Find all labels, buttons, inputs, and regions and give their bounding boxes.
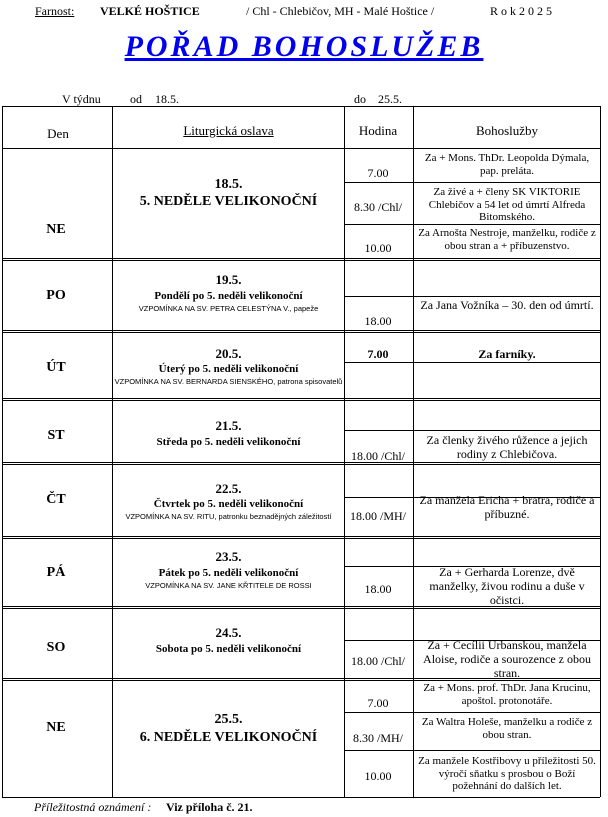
service-intention: Za + Mons. prof. ThDr. Jana Krucinu, apoštol. protonotáře. [423, 682, 591, 707]
column-header-services: Bohoslužby [475, 123, 539, 138]
feast-date: 20.5. [215, 346, 242, 361]
week-from-date: 18.5. [155, 92, 179, 106]
service-intention: Za Jana Vožníka – 30. den od úmrtí. [420, 298, 594, 312]
service-intention: Za manžele Kostřibovy u příležitosti 50. výročí sňatku s prosbou o Boží požehnání do dalších let. [418, 755, 596, 793]
feast-name: 6. NEDĚLE VELIKONOČNÍ [139, 730, 318, 745]
table-rule [2, 106, 3, 797]
feast-commemoration: VZPOMÍNKA NA SV. JANE KŘTITELE DE ROSSI [145, 581, 312, 590]
table-rule [2, 797, 600, 798]
farnost-name: VELKÉ HOŠTICE [100, 4, 200, 18]
service-intention: Za živé a + členy SK VIKTORIE Chlebičov a 54 let od úmrtí Alfreda Bitomského. [428, 186, 586, 224]
page-title: POŘAD BOHOSLUŽEB [124, 30, 484, 63]
column-header-time: Hodina [358, 123, 398, 138]
table-rule [2, 332, 600, 333]
year: R o k 2 0 2 5 [490, 4, 553, 18]
table-rule [344, 750, 600, 751]
table-rule [112, 106, 113, 797]
service-time: 18.00 /Chl/ [350, 654, 405, 668]
service-intention: Za farníky. [478, 347, 536, 361]
feast-name: Sobota po 5. neděli velikonoční [155, 643, 302, 655]
table-rule [2, 462, 600, 463]
service-time: 7.00 [367, 696, 389, 710]
feast-commemoration: VZPOMÍNKA NA SV. RITU, patronku beznadějných záležitostí [125, 512, 332, 521]
feast-date: 25.5. [214, 712, 243, 727]
day-abbrev: ČT [46, 492, 66, 507]
service-time: 18.00 /Chl/ [350, 449, 405, 463]
feast-date: 23.5. [215, 549, 242, 564]
service-intention: Za Waltra Holeše, manželku a rodiče z obou stran. [421, 716, 593, 741]
day-abbrev: ST [47, 428, 65, 443]
service-intention: Za + Mons. ThDr. Leopolda Dýmala, pap. preláta. [424, 152, 590, 177]
week-to-date: 25.5. [378, 92, 402, 106]
table-rule [2, 148, 600, 149]
day-abbrev: ÚT [46, 360, 66, 375]
table-rule [2, 538, 600, 539]
column-header-day: Den [47, 126, 69, 141]
table-rule [2, 258, 600, 259]
feast-name: Pátek po 5. neděli velikonoční [158, 567, 299, 579]
feast-name: Úterý po 5. neděli velikonoční [158, 363, 299, 375]
service-time: 7.00 [367, 166, 389, 180]
week-from-label: od [130, 92, 142, 106]
week-to-label: do [354, 92, 366, 106]
feast-date: 19.5. [215, 272, 242, 287]
service-time: 18.00 /MH/ [349, 509, 406, 523]
feast-commemoration: VZPOMÍNKA NA SV. PETRA CELESTÝNA V., papeže [138, 304, 319, 313]
feast-name: Středa po 5. neděli velikonoční [156, 436, 301, 448]
feast-name: Pondělí po 5. neděli velikonoční [154, 290, 303, 302]
service-time: 18.00 [364, 582, 392, 596]
day-abbrev: PÁ [46, 565, 66, 580]
table-rule [344, 182, 600, 183]
service-intention: Za + Gerharda Lorenze, dvě manželky, živou rodinu a duše v očistci. [429, 565, 585, 607]
announcements-text: Viz příloha č. 21. [166, 800, 253, 814]
feast-name: 5. NEDĚLE VELIKONOČNÍ [139, 194, 318, 209]
table-rule [413, 106, 414, 797]
feast-commemoration: VZPOMÍNKA NA SV. BERNARDA SIENSKÉHO, patrona spisovatelů [114, 377, 343, 386]
table-rule [344, 362, 600, 363]
feast-date: 21.5. [215, 418, 242, 433]
day-abbrev: NE [46, 720, 66, 735]
table-rule [2, 106, 600, 107]
table-rule [2, 330, 600, 331]
service-intention: Za + Cecílii Urbanskou, manžela Aloise, rodiče a sourozence z obou stran. [423, 638, 591, 680]
day-abbrev: PO [46, 288, 66, 303]
service-time: 18.00 [364, 314, 392, 328]
table-rule [344, 712, 600, 713]
table-rule [2, 608, 600, 609]
service-intention: Za manžela Ericha + bratra, rodiče a příbuzné. [419, 493, 595, 521]
table-rule [2, 536, 600, 537]
feast-date: 18.5. [214, 177, 243, 192]
feast-name: Čtvrtek po 5. neděli velikonoční [153, 498, 304, 510]
service-time: 10.00 [364, 241, 392, 255]
service-time: 10.00 [364, 769, 392, 783]
table-rule [2, 398, 600, 399]
service-intention: Za členky živého růžence a jejich rodiny z Chlebičova. [426, 433, 588, 461]
day-abbrev: SO [46, 640, 66, 655]
service-time: 7.00 [367, 347, 389, 361]
service-intention: Za Arnošta Nestroje, manželku, rodiče z obou stran a + příbuzenstvo. [418, 227, 596, 252]
table-rule [344, 224, 600, 225]
table-rule [600, 106, 601, 797]
day-abbrev: NE [46, 222, 66, 237]
announcements-label: Příležitostná oznámení : [34, 800, 152, 814]
farnost-label: Farnost: [35, 4, 75, 18]
table-rule [344, 430, 600, 431]
week-label: V týdnu [62, 92, 101, 106]
column-header-feast: Liturgická oslava [183, 123, 274, 138]
table-rule [2, 260, 600, 261]
feast-date: 24.5. [215, 625, 242, 640]
service-time: 8.30 /Chl/ [353, 200, 402, 214]
parish-abbreviations: / Chl - Chlebičov, MH - Malé Hoštice / [246, 4, 435, 18]
service-time: 8.30 /MH/ [352, 731, 403, 745]
table-rule [344, 296, 600, 297]
table-rule [2, 464, 600, 465]
table-rule [2, 400, 600, 401]
feast-date: 22.5. [215, 481, 242, 496]
